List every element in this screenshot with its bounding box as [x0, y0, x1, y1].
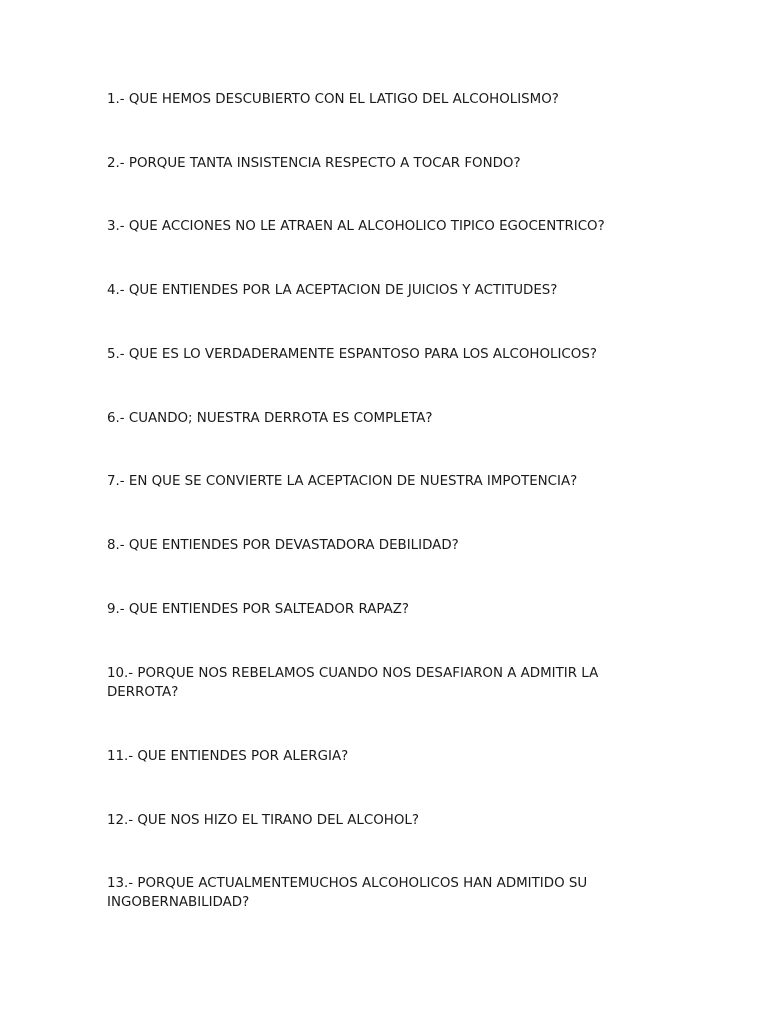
- question-10: 10.- PORQUE NOS REBELAMOS CUANDO NOS DESAFIARON A ADMITIR LA DERROTA?: [107, 666, 599, 700]
- question-4: 4.- QUE ENTIENDES POR LA ACEPTACION DE JUICIOS Y ACTITUDES?: [107, 283, 558, 298]
- question-9: 9.- QUE ENTIENDES POR SALTEADOR RAPAZ?: [107, 602, 410, 617]
- question-11: 11.- QUE ENTIENDES POR ALERGIA?: [107, 749, 349, 764]
- question-3: 3.- QUE ACCIONES NO LE ATRAEN AL ALCOHOLICO TIPICO EGOCENTRICO?: [107, 219, 605, 234]
- question-8: 8.- QUE ENTIENDES POR DEVASTADORA DEBILIDAD?: [107, 538, 459, 553]
- question-6: 6.- CUANDO; NUESTRA DERROTA ES COMPLETA?: [107, 411, 433, 426]
- question-12: 12.- QUE NOS HIZO EL TIRANO DEL ALCOHOL?: [107, 813, 419, 828]
- question-5: 5.- QUE ES LO VERDADERAMENTE ESPANTOSO PARA LOS ALCOHOLICOS?: [107, 347, 597, 362]
- question-2: 2.- PORQUE TANTA INSISTENCIA RESPECTO A TOCAR FONDO?: [107, 156, 521, 171]
- question-1: 1.- QUE HEMOS DESCUBIERTO CON EL LATIGO DEL ALCOHOLISMO?: [107, 92, 559, 107]
- question-13: 13.- PORQUE ACTUALMENTEMUCHOS ALCOHOLICOS HAN ADMITIDO SU INGOBERNABILIDAD?: [107, 876, 588, 910]
- question-7: 7.- EN QUE SE CONVIERTE LA ACEPTACION DE NUESTRA IMPOTENCIA?: [107, 474, 578, 489]
